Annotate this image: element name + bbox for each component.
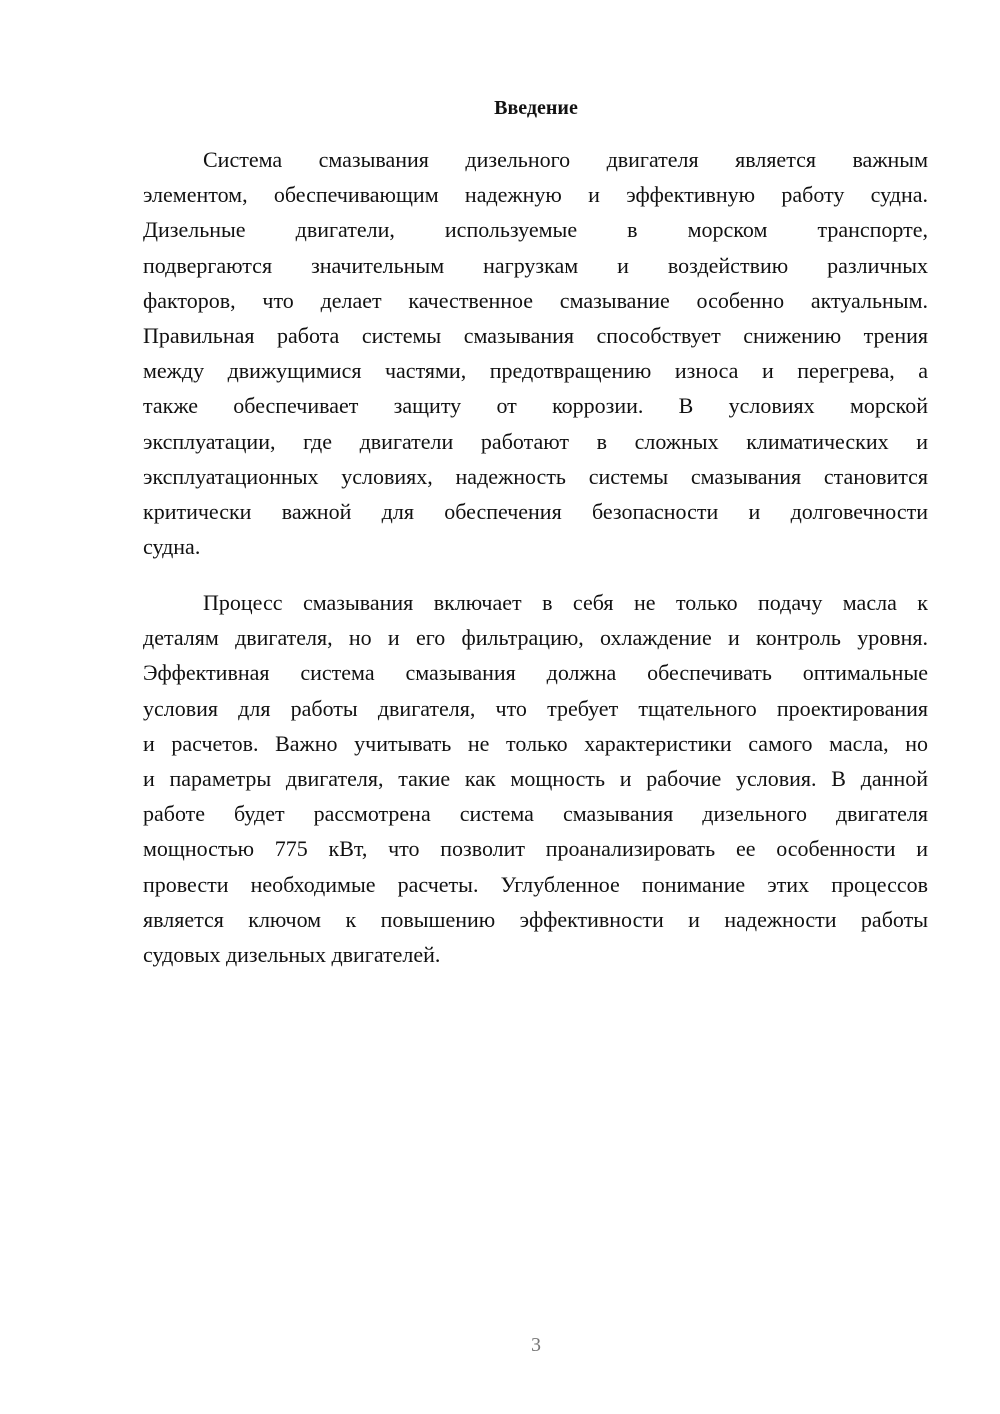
text-line: мощностью 775 кВт, что позволит проанализировать ее особенности и bbox=[143, 836, 928, 862]
text-line: Правильная работа системы смазывания способствует снижению трения bbox=[143, 322, 928, 348]
text-line: между движущимися частями, предотвращению износа и перегрева, а bbox=[143, 358, 928, 384]
text-line: Эффективная система смазывания должна обеспечивать оптимальные bbox=[143, 660, 928, 686]
paragraph-2 bbox=[143, 585, 928, 972]
text-line: также обеспечивает защиту от коррозии. В условиях морской bbox=[143, 393, 928, 419]
text-line: подвергаются значительным нагрузкам и воздействию различных bbox=[143, 252, 928, 278]
text-line: условия для работы двигателя, что требует тщательного проектирования bbox=[143, 695, 928, 721]
text-line: деталям двигателя, но и его фильтрацию, охлаждение и контроль уровня. bbox=[143, 625, 928, 651]
text-line: Дизельные двигатели, используемые в морском транспорте, bbox=[143, 217, 928, 243]
text-line: Процесс смазывания включает в себя не только подачу масла к bbox=[203, 590, 928, 615]
text-line: Система смазывания дизельного двигателя является важным bbox=[203, 147, 928, 172]
text-line: факторов, что делает качественное смазывание особенно актуальным. bbox=[143, 287, 928, 313]
paragraph-1 bbox=[143, 142, 928, 564]
text-line: судовых дизельных двигателей. bbox=[143, 941, 441, 967]
text-line: работе будет рассмотрена система смазывания дизельного двигателя bbox=[143, 801, 928, 827]
text-line: судна. bbox=[143, 534, 201, 560]
text-line: и параметры двигателя, такие как мощность и рабочие условия. В данной bbox=[143, 765, 928, 791]
page-number: 3 bbox=[531, 1334, 541, 1356]
text-line: и расчетов. Важно учитывать не только характеристики самого масла, но bbox=[143, 730, 928, 756]
text-line: элементом, обеспечивающим надежную и эффективную работу судна. bbox=[143, 182, 928, 208]
text-line: эксплуатации, где двигатели работают в сложных климатических и bbox=[143, 428, 928, 454]
text-line: провести необходимые расчеты. Углубленное понимание этих процессов bbox=[143, 871, 928, 897]
text-line: является ключом к повышению эффективности и надежности работы bbox=[143, 906, 928, 932]
page-title: Введение bbox=[494, 97, 578, 119]
text-line: критически важной для обеспечения безопасности и долговечности bbox=[143, 498, 928, 524]
text-line: эксплуатационных условиях, надежность системы смазывания становится bbox=[143, 463, 928, 489]
